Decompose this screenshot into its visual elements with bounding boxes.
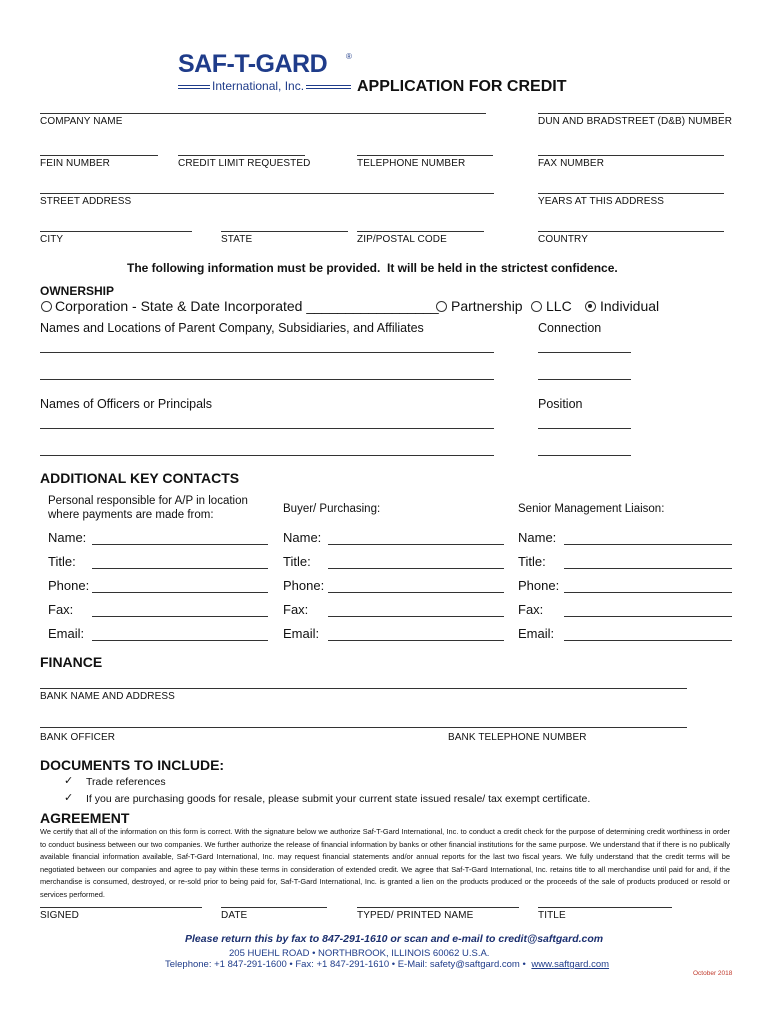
ownership-heading: OWNERSHIP <box>40 284 115 298</box>
officers-line-1[interactable] <box>40 428 494 429</box>
ap-contact-header: Personal responsible for A/P in location where payments are made from: <box>48 495 248 521</box>
agreement-heading: AGREEMENT <box>40 810 130 826</box>
senior-email-field[interactable] <box>564 640 732 641</box>
document-item-trade-references: Trade references <box>86 776 166 788</box>
senior-fax-field[interactable] <box>564 616 732 617</box>
senior-email-label: Email: <box>518 626 555 641</box>
individual-radio[interactable] <box>585 301 596 312</box>
street-address-label: STREET ADDRESS <box>40 196 132 207</box>
title-label: TITLE <box>538 910 566 921</box>
ap-email-field[interactable] <box>92 640 268 641</box>
llc-radio[interactable] <box>531 301 542 312</box>
signed-label: SIGNED <box>40 910 79 921</box>
agreement-text: We certify that all of the information on this form is correct. With the signature below we authorize Saf-T-Gard International, Inc. to conduct a credit check for the purpose of determining credit worthiness in order to conduct business between our two companies. We further authorize the release of financial information by banks or other financial institutions for the same purpose. We understand that if there is no publically available financial information available, Saf-T-Gard International, Inc. may request financial statements and/or annual reports for the last two fiscal years. We fully understand that the credit terms will be negotiated between our companies and agree to pay within these terms in consideration of extended credit. We agree that Saf-T-Gard International, Inc. retains title to all merchandise until paid for and, if the merchandise is consumed, destroyed, or re-sold prior to being paid for, Saf-T-Gard International, Inc. is granted a lien on the products produced or the proceeds of the sale of products produced or resold or services performed. <box>40 827 730 899</box>
logo-rule-left <box>178 85 210 89</box>
ap-phone-label: Phone: <box>48 578 90 593</box>
document-item-resale-certificate: If you are purchasing goods for resale, please submit your current state issued resale/ tax exempt certificate. <box>86 793 591 805</box>
officers-label: Names of Officers or Principals <box>40 397 213 411</box>
corporation-option-label: Corporation - State & Date Incorporated _________________ <box>55 298 439 314</box>
page-title: APPLICATION FOR CREDIT <box>357 78 567 95</box>
senior-contact-header: Senior Management Liaison: <box>518 503 665 515</box>
buyer-phone-field[interactable] <box>328 592 504 593</box>
city-label: CITY <box>40 234 64 245</box>
telephone-field[interactable] <box>357 155 493 156</box>
senior-phone-label: Phone: <box>518 578 560 593</box>
individual-option-label: Individual <box>600 298 660 314</box>
footer-address: 205 HUEHL ROAD • NORTHBROOK, ILLINOIS 60062 U.S.A. <box>229 948 490 959</box>
credit-limit-label: CREDIT LIMIT REQUESTED <box>178 158 311 169</box>
return-instructions: Please return this by fax to 847-291-1610 or scan and e-mail to credit@saftgard.com <box>185 933 604 945</box>
contacts-heading: ADDITIONAL KEY CONTACTS <box>40 470 240 486</box>
corporation-radio[interactable] <box>41 301 52 312</box>
city-field[interactable] <box>40 231 192 232</box>
senior-phone-field[interactable] <box>564 592 732 593</box>
title-field[interactable] <box>538 907 672 908</box>
company-name-field[interactable] <box>40 113 486 114</box>
senior-title-label: Title: <box>518 554 546 569</box>
bank-name-label: BANK NAME AND ADDRESS <box>40 691 175 702</box>
bank-officer-label: BANK OFFICER <box>40 732 116 743</box>
country-field[interactable] <box>538 231 724 232</box>
footer-contact-text: Telephone: +1 847-291-1600 • Fax: +1 847-291-1610 • E-Mail: safety@saftgard.com • <box>165 959 526 970</box>
logo-subtitle: International, Inc. <box>212 79 305 93</box>
position-line-1[interactable] <box>538 428 631 429</box>
telephone-label: TELEPHONE NUMBER <box>357 158 466 169</box>
date-label: DATE <box>221 910 248 921</box>
footer-contact <box>165 959 609 970</box>
buyer-name-field[interactable] <box>328 544 504 545</box>
street-address-field[interactable] <box>40 193 494 194</box>
ap-name-label: Name: <box>48 530 87 545</box>
senior-name-label: Name: <box>518 530 557 545</box>
fax-field[interactable] <box>538 155 724 156</box>
partnership-radio[interactable] <box>436 301 447 312</box>
buyer-title-label: Title: <box>283 554 311 569</box>
officers-line-2[interactable] <box>40 455 494 456</box>
position-line-2[interactable] <box>538 455 631 456</box>
llc-option-label: LLC <box>546 298 572 314</box>
connection-label: Connection <box>538 321 602 335</box>
checkmark-icon: ✓ <box>64 792 74 804</box>
logo-registered-mark: ® <box>346 52 352 61</box>
dnb-number-label: DUN AND BRADSTREET (D&B) NUMBER <box>538 116 733 127</box>
buyer-email-label: Email: <box>283 626 320 641</box>
company-logo <box>178 50 358 100</box>
ap-email-label: Email: <box>48 626 85 641</box>
parent-company-line-1[interactable] <box>40 352 494 353</box>
fein-label: FEIN NUMBER <box>40 158 110 169</box>
revision-date: October 2018 <box>693 970 733 977</box>
zip-field[interactable] <box>357 231 484 232</box>
bank-officer-field[interactable] <box>40 727 687 728</box>
buyer-contact-header: Buyer/ Purchasing: <box>283 503 381 515</box>
position-label: Position <box>538 397 583 411</box>
website-link[interactable]: www.saftgard.com <box>531 959 610 970</box>
senior-title-field[interactable] <box>564 568 732 569</box>
buyer-phone-label: Phone: <box>283 578 325 593</box>
buyer-name-label: Name: <box>283 530 322 545</box>
partnership-option-label: Partnership <box>451 298 523 314</box>
bank-phone-label: BANK TELEPHONE NUMBER <box>448 732 587 743</box>
connection-line-2[interactable] <box>538 379 631 380</box>
zip-label: ZIP/POSTAL CODE <box>357 234 447 245</box>
parent-company-line-2[interactable] <box>40 379 494 380</box>
documents-heading: DOCUMENTS TO INCLUDE: <box>40 757 225 773</box>
confidentiality-notice: The following information must be provided. It will be held in the strictest confidence. <box>127 261 618 275</box>
ap-title-label: Title: <box>48 554 76 569</box>
buyer-fax-field[interactable] <box>328 616 504 617</box>
ap-fax-field[interactable] <box>92 616 268 617</box>
credit-limit-field[interactable] <box>178 155 305 156</box>
ap-name-field[interactable] <box>92 544 268 545</box>
years-at-address-field[interactable] <box>538 193 724 194</box>
bank-name-field[interactable] <box>40 688 687 689</box>
fax-label: FAX NUMBER <box>538 158 605 169</box>
checkmark-icon: ✓ <box>64 775 74 787</box>
company-name-label: COMPANY NAME <box>40 116 123 127</box>
state-label: STATE <box>221 234 253 245</box>
buyer-title-field[interactable] <box>328 568 504 569</box>
state-field[interactable] <box>221 231 348 232</box>
logo-wordmark: SAF-T-GARD <box>178 50 328 78</box>
buyer-fax-label: Fax: <box>283 602 309 617</box>
printed-name-field[interactable] <box>357 907 519 908</box>
date-field[interactable] <box>221 907 327 908</box>
signed-field[interactable] <box>40 907 202 908</box>
fein-field[interactable] <box>40 155 158 156</box>
finance-heading: FINANCE <box>40 654 103 670</box>
ap-fax-label: Fax: <box>48 602 74 617</box>
buyer-email-field[interactable] <box>328 640 504 641</box>
dnb-number-field[interactable] <box>538 113 724 114</box>
senior-fax-label: Fax: <box>518 602 544 617</box>
country-label: COUNTRY <box>538 234 588 245</box>
senior-name-field[interactable] <box>564 544 732 545</box>
logo-rule-right <box>306 85 351 89</box>
connection-line-1[interactable] <box>538 352 631 353</box>
printed-name-label: TYPED/ PRINTED NAME <box>357 910 474 921</box>
parent-company-label: Names and Locations of Parent Company, Subsidiaries, and Affiliates <box>40 321 424 335</box>
years-at-address-label: YEARS AT THIS ADDRESS <box>538 196 665 207</box>
ap-phone-field[interactable] <box>92 592 268 593</box>
ap-title-field[interactable] <box>92 568 268 569</box>
